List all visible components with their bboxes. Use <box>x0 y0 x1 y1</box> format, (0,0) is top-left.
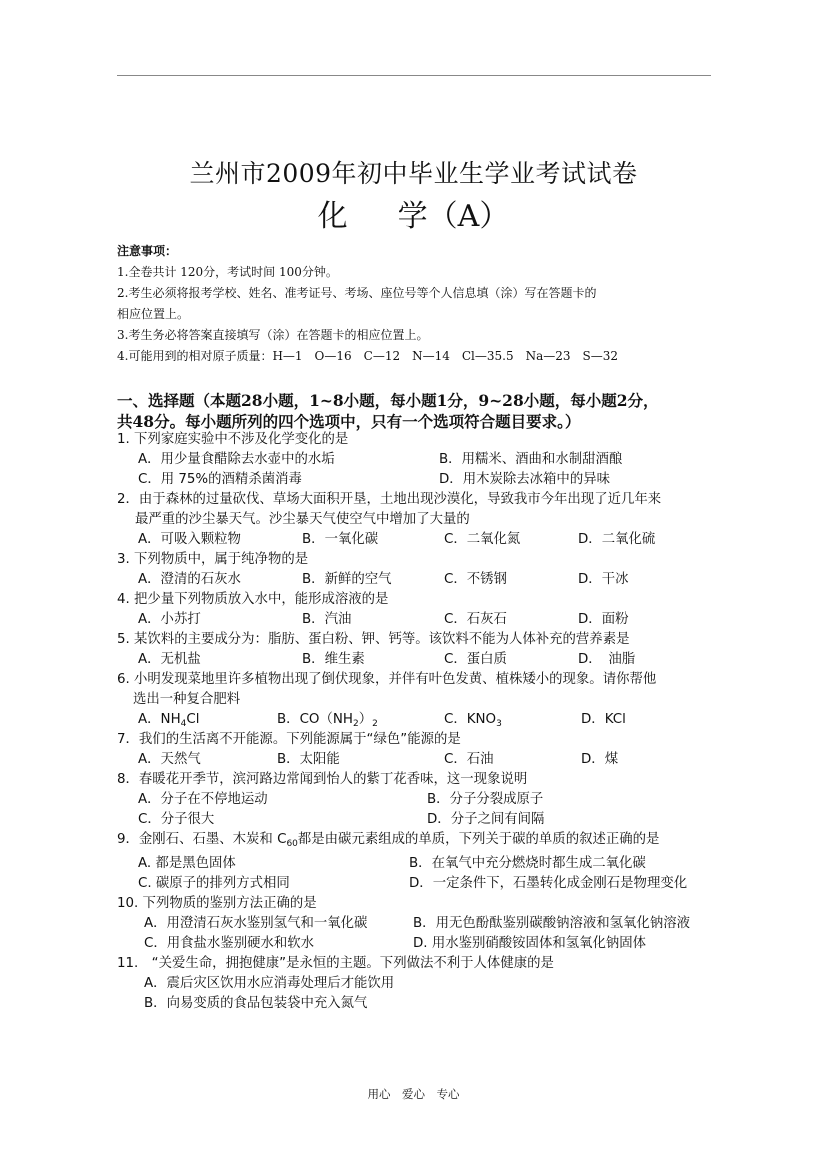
option: D．分子之间有间隔 <box>427 812 545 827</box>
subject-right: 学（A） <box>397 199 510 234</box>
options-row <box>117 750 727 770</box>
options-row <box>117 610 727 630</box>
options-row <box>117 994 727 1014</box>
subject-left: 化 <box>317 199 348 234</box>
question-stem: 10. 下列物质的鉴别方法正确的是 <box>117 896 317 911</box>
option-text: ） <box>358 712 373 727</box>
notes-block <box>117 241 717 367</box>
option: C．二氧化氮 <box>444 532 521 547</box>
option: A. 都是黑色固体 <box>138 856 236 871</box>
option-text: Cl <box>186 712 200 727</box>
page-title: 兰州市2009年初中毕业生学业考试试卷 <box>189 159 638 188</box>
question-stem: 1. 下列家庭实验中不涉及化学变化的是 <box>117 432 349 447</box>
option: B．向易变质的食品包装袋中充入氮气 <box>144 996 368 1011</box>
question-stem-continued: 选出一种复合肥料 <box>133 692 241 707</box>
option: C．用食盐水鉴别硬水和软水 <box>144 936 315 951</box>
option: D．一定条件下，石墨转化成金刚石是物理变化 <box>409 876 688 891</box>
notes-item: 4.可能用到的相对原子质量：H—1 O—16 C—12 N—14 Cl—35.5 Na—23 S—32 <box>117 349 619 363</box>
options-row <box>117 570 727 590</box>
option <box>277 710 378 734</box>
subject-title <box>0 197 827 237</box>
option: D．KCl <box>581 712 626 727</box>
option: D．用木炭除去冰箱中的异味 <box>439 472 610 487</box>
option <box>138 710 199 734</box>
stem-text: 9．金刚石、石墨、木炭和 C <box>117 832 287 847</box>
options-row <box>117 650 727 670</box>
option: D．干冰 <box>578 572 629 587</box>
option: D．煤 <box>581 752 619 767</box>
option: B．维生素 <box>302 652 365 667</box>
options-row <box>117 854 727 874</box>
question-stem: 4. 把少量下列物质放入水中，能形成溶液的是 <box>117 592 389 607</box>
options-row <box>117 710 727 730</box>
stem-text: 都是由碳元素组成的单质，下列关于碳的单质的叙述正确的是 <box>297 832 660 847</box>
header-rule <box>117 75 711 76</box>
question-stem: 5. 某饮料的主要成分为：脂肪、蛋白粉、钾、钙等。该饮料不能为人体补充的营养素是 <box>117 632 630 647</box>
option: D．面粉 <box>578 612 629 627</box>
options-row <box>117 450 727 470</box>
options-row <box>117 810 727 830</box>
option: D． 油脂 <box>578 652 636 667</box>
option: D．二氧化硫 <box>578 532 656 547</box>
option: C．分子很大 <box>138 812 215 827</box>
option: C．不锈钢 <box>444 572 507 587</box>
notes-item: 2.考生必须将报考学校、姓名、准考证号、考场、座位号等个人信息填（涂）写在答题卡的 <box>117 286 597 300</box>
subscript: 2 <box>352 719 359 729</box>
option: C．石油 <box>444 752 494 767</box>
notes-item: 相应位置上。 <box>117 307 190 321</box>
option: A．澄清的石灰水 <box>138 572 241 587</box>
notes-item: 3.考生务必将答案直接填写（涂）在答题卡的相应位置上。 <box>117 328 429 342</box>
options-row <box>117 530 727 550</box>
option: B．汽油 <box>302 612 352 627</box>
section-heading <box>117 390 717 432</box>
option: A．天然气 <box>138 752 201 767</box>
options-row <box>117 874 727 894</box>
option: C．蛋白质 <box>444 652 507 667</box>
option: A．可吸入颗粒物 <box>138 532 241 547</box>
question-list <box>117 430 727 1014</box>
option: B．一氧化碳 <box>302 532 379 547</box>
page-footer: 用心 爱心 专心 <box>367 1087 460 1101</box>
section-line: 一、选择题（本题28小题，1~8小题，每小题1分，9~28小题，每小题2分， <box>117 391 659 410</box>
options-row <box>117 974 727 994</box>
question-stem <box>117 830 727 854</box>
option: C．石灰石 <box>444 612 507 627</box>
question-stem: 6. 小明发现菜地里许多植物出现了倒伏现象，并伴有叶色发黄、植株矮小的现象。请你帮他 <box>117 672 657 687</box>
options-row <box>117 790 727 810</box>
subscript: 3 <box>496 719 502 729</box>
option: A．用澄清石灰水鉴别氢气和一氧化碳 <box>144 916 368 931</box>
option: C. 碳原子的排列方式相同 <box>138 876 290 891</box>
notes-item: 1.全卷共计 120分，考试时间 100分钟。 <box>117 265 338 279</box>
option: B．分子分裂成原子 <box>427 792 544 807</box>
option: B．太阳能 <box>277 752 340 767</box>
subscript: 4 <box>180 719 187 729</box>
option: C．用 75%的酒精杀菌消毒 <box>138 472 302 487</box>
option: A．震后灾区饮用水应消毒处理后才能饮用 <box>144 976 395 991</box>
notes-heading: 注意事项： <box>117 244 178 258</box>
options-row <box>117 470 727 490</box>
option: B．新鲜的空气 <box>302 572 392 587</box>
option-text: C．KNO <box>444 712 497 727</box>
option-text: B．CO（NH <box>277 712 353 727</box>
option: B．用无色酚酞鉴别碳酸钠溶液和氢氧化钠溶液 <box>413 916 690 931</box>
option: A．小苏打 <box>138 612 201 627</box>
question-stem: 8．春暖花开季节，滨河路边常闻到怡人的紫丁花香味，这一现象说明 <box>117 772 528 787</box>
option-text: A．NH <box>138 712 181 727</box>
subscript: 60 <box>286 839 298 849</box>
question-stem: 7．我们的生活离不开能源。下列能源属于“绿色”能源的是 <box>117 732 461 747</box>
question-stem: 3. 下列物质中，属于纯净物的是 <box>117 552 309 567</box>
section-line: 共48分。每小题所列的四个选项中，只有一个选项符合题目要求。） <box>117 412 581 431</box>
option: A．用少量食醋除去水壶中的水垢 <box>138 452 335 467</box>
option <box>444 710 502 734</box>
question-stem: 2．由于森林的过量砍伐、草场大面积开垦，土地出现沙漠化，导致我市今年出现了近几年来 <box>117 492 662 507</box>
question-stem-continued: 最严重的沙尘暴天气。沙尘暴天气使空气中增加了大量的 <box>135 512 470 527</box>
option: B．在氧气中充分燃烧时都生成二氧化碳 <box>409 856 646 871</box>
options-row <box>117 934 727 954</box>
subscript: 2 <box>372 719 378 729</box>
options-row <box>117 914 727 934</box>
option: B．用糯米、酒曲和水制甜酒酿 <box>439 452 623 467</box>
option: A．分子在不停地运动 <box>138 792 268 807</box>
question-stem: 11. “关爱生命，拥抱健康”是永恒的主题。下列做法不利于人体健康的是 <box>117 956 554 971</box>
option: D. 用水鉴别硝酸铵固体和氢氧化钠固体 <box>413 936 647 951</box>
option: A．无机盐 <box>138 652 201 667</box>
